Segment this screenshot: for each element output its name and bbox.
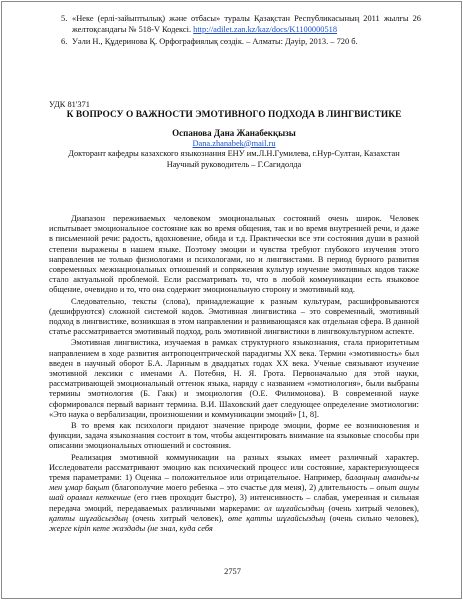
italic-example-text: ол шұғайсыздың — [264, 503, 325, 513]
document-page — [1, 1, 462, 599]
author-email-link[interactable]: Dana.zhanabek@mail.ru — [192, 138, 276, 148]
body-paragraph — [49, 214, 419, 296]
reference-item — [61, 14, 421, 35]
paragraph-text: Реализация эмотивной коммуникации на разных языках имеет различный характер. Исследователи рассматривают эмоцию как психический процесс или состояние, характеризующееся тремя параметрами: 1) Оценка – положительное или отрицательное. Например, — [49, 452, 419, 483]
author-affiliation: Докторант кафедры казахского языкознания ЕНУ им.Л.Н.Гумилева, г.Нур-Султан, Казахстан — [68, 149, 400, 159]
reference-number: 6. — [61, 37, 68, 47]
italic-example-text: қатты шұғайсыздың — [49, 513, 128, 523]
paragraph-text: В то время как психологи придают значение природе эмоции, форме ее возникновения и функции, задача языкознания состоит в том, чтобы акцентировать внимание на языковые способы при описании эмоциональных отношений и состояния. — [49, 421, 419, 451]
reference-list — [61, 14, 421, 50]
reference-number: 5. — [61, 14, 68, 23]
italic-example-text: балаңның аманды-ы мен ұмар бақыт — [49, 473, 419, 493]
udc-code: УДК 81'371 — [49, 100, 90, 109]
body-paragraph — [49, 338, 419, 420]
italic-example-text: жерге кіріп кете жаздады (не знал, куда себя — [49, 524, 213, 534]
reference-link[interactable]: http://adilet.zan.kz/kaz/docs/K1100000518 — [193, 24, 338, 34]
italic-example-text: опыт ашуы шай орамал кеткенше — [49, 483, 419, 503]
reference-item — [61, 37, 421, 48]
author-block — [49, 128, 419, 170]
paragraph-text: (его гнев проходит быстро), 3) интенсивность – слабая, умеренная и сильная передача эмоций, передаваемых различными маркерами: — [49, 493, 419, 513]
italic-example-text: өте қатты шұғайсыздың — [227, 513, 326, 523]
paragraph-text: Эмотивная лингвистика, изучаемая в рамках структурного языкознания, стала приоритетным направлением в ходе развития антропоцентрической парадигмы XX века. Термин «эмотивность» был введен в научный оборот Б.А. Лариным в двадцатых годах XX века. Ученые связывают изучение эмотивной лексики с именами А. Потебня, Н. Я. Грота. Первоначально для этой науки, рассматривающей эмоциональный оттенок языка, наряду с названием «эмотиология», были выбраны термины эмотиология (Б. Гакк) и эмоциология (О.Е. Филимонова). В современной науке сформировался первый вариант термина. В.И. Шаховский дает следующее определение эмотиологии: «Это наука о вербализации, произношении и коммуникации эмоций» [1, 8]. — [49, 338, 419, 419]
author-name: Оспанова Дана Жанабекқызы — [172, 128, 296, 138]
body-paragraph — [49, 421, 419, 452]
paragraph-text: Диапазон переживаемых человеком эмоциональных состояний очень широк. Человек испытывает эмоциональное состояние как во время общения, так и во время внутренней речи, и даже в письменной речи: радость, вдохновение, обида и т.д. Практически все эти состояния души в разной степени выражены в нашем языке. Поэтому эмоции и чувства требуют глубокого изучения этого направления не только физиологами и психологами, но и лингвистами. В период бурного развития современных межнациональных отношений и сопряжения культур изучение эмотивных кодов также стало актуальной проблемой. Если рассматривать то, что в любой коммуникации есть языковое общение, очевидно и то, что она содержит эмоциональную сторону и эмотивный код. — [49, 214, 419, 295]
scientific-advisor: Научный руководитель – Г.Сагидолда — [166, 159, 302, 169]
page-number: 2757 — [224, 567, 241, 576]
paragraph-text: Следовательно, тексты (слова), принадлежащие к разным культурам, расшифровываются (дешифруются) сложной системой кодов. Эмотивная лингвистика – это современный, эмотивный подход в лингвистике, возникшая в этом направлении и развивающаяся как отдельная сфера. В данной статье рассматривается эмотивный подход, роль эмотивной лингвистики в лингвокультурном аспекте. — [49, 296, 419, 337]
body-paragraph — [49, 453, 419, 535]
paragraph-text: (очень хитрый человек), — [127, 513, 228, 523]
article-body — [49, 214, 419, 535]
article-title: К ВОПРОСУ О ВАЖНОСТИ ЭМОТИВНОГО ПОДХОДА В ЛИНГВИСТИКЕ — [66, 110, 402, 120]
paragraph-text: (очень хитрый человек), — [324, 503, 419, 513]
reference-text — [72, 14, 421, 35]
reference-description: «Неке (ерлі-зайыптылық) және отбасы» туралы Қазақстан Республикасының 2011 жылғы 26 желтоқсандағы № 518-V Кодексі. — [72, 14, 421, 34]
reference-text: Уәли Н., Құдеринова Қ. Орфографиялық сөздік. – Алматы: Дәуір, 2013. – 720 б. — [72, 37, 358, 47]
paragraph-text: (благополучие моего ребенка – это счастье для меня), 2) длительность – — [109, 483, 377, 493]
paragraph-text: (очень сильно человек), — [325, 513, 419, 523]
body-paragraph — [49, 297, 419, 338]
